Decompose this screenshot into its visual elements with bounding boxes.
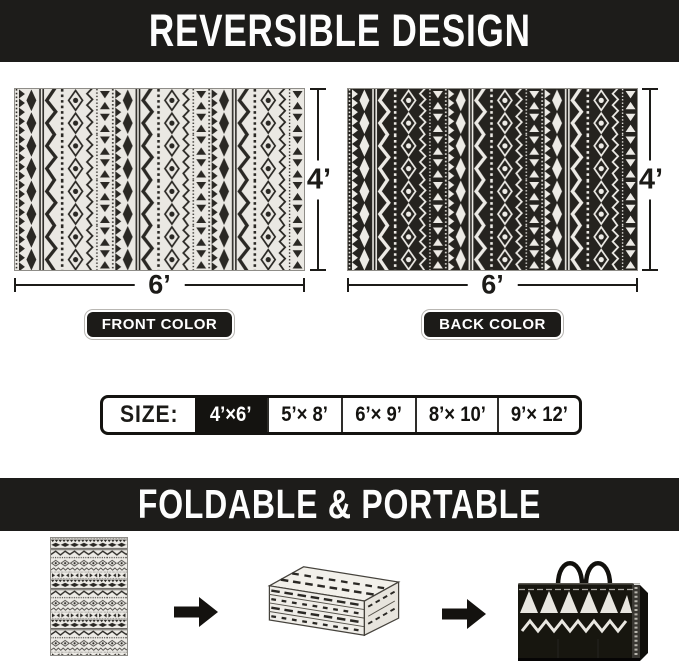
size-option-4x6[interactable]: 4’×6’ xyxy=(195,398,267,432)
flat-rug-icon xyxy=(50,537,128,656)
top-banner xyxy=(0,0,679,62)
carry-bag-icon xyxy=(514,551,650,666)
front-rug-image xyxy=(14,88,305,271)
back-height-label: 4’ xyxy=(638,160,664,199)
back-color-badge: BACK COLOR xyxy=(424,312,561,337)
front-color-badge: FRONT COLOR xyxy=(87,312,233,337)
folded-rug-icon xyxy=(258,550,410,653)
top-banner-title: REVERSIBLE DESIGN xyxy=(148,5,531,56)
size-option-6x9[interactable]: 6’× 9’ xyxy=(341,398,415,432)
front-width-dimension xyxy=(14,269,305,300)
back-rug-image xyxy=(347,88,638,271)
size-selector xyxy=(100,395,582,435)
size-label: SIZE: xyxy=(119,401,179,428)
front-height-label: 4’ xyxy=(306,160,332,199)
size-option-8x10[interactable]: 8’× 10’ xyxy=(415,398,497,432)
back-width-label: 6’ xyxy=(467,272,518,299)
front-width-label: 6’ xyxy=(134,272,185,299)
size-option-5x8[interactable]: 5’× 8’ xyxy=(267,398,341,432)
front-height-dimension xyxy=(306,88,332,271)
size-option-9x12[interactable]: 9’× 12’ xyxy=(497,398,579,432)
back-width-dimension xyxy=(347,269,638,300)
foldable-banner xyxy=(0,478,679,531)
foldable-banner-title: FOLDABLE & PORTABLE xyxy=(137,481,542,527)
arrow-right-icon xyxy=(442,598,487,630)
back-height-dimension xyxy=(638,88,664,271)
arrow-right-icon xyxy=(174,596,219,628)
